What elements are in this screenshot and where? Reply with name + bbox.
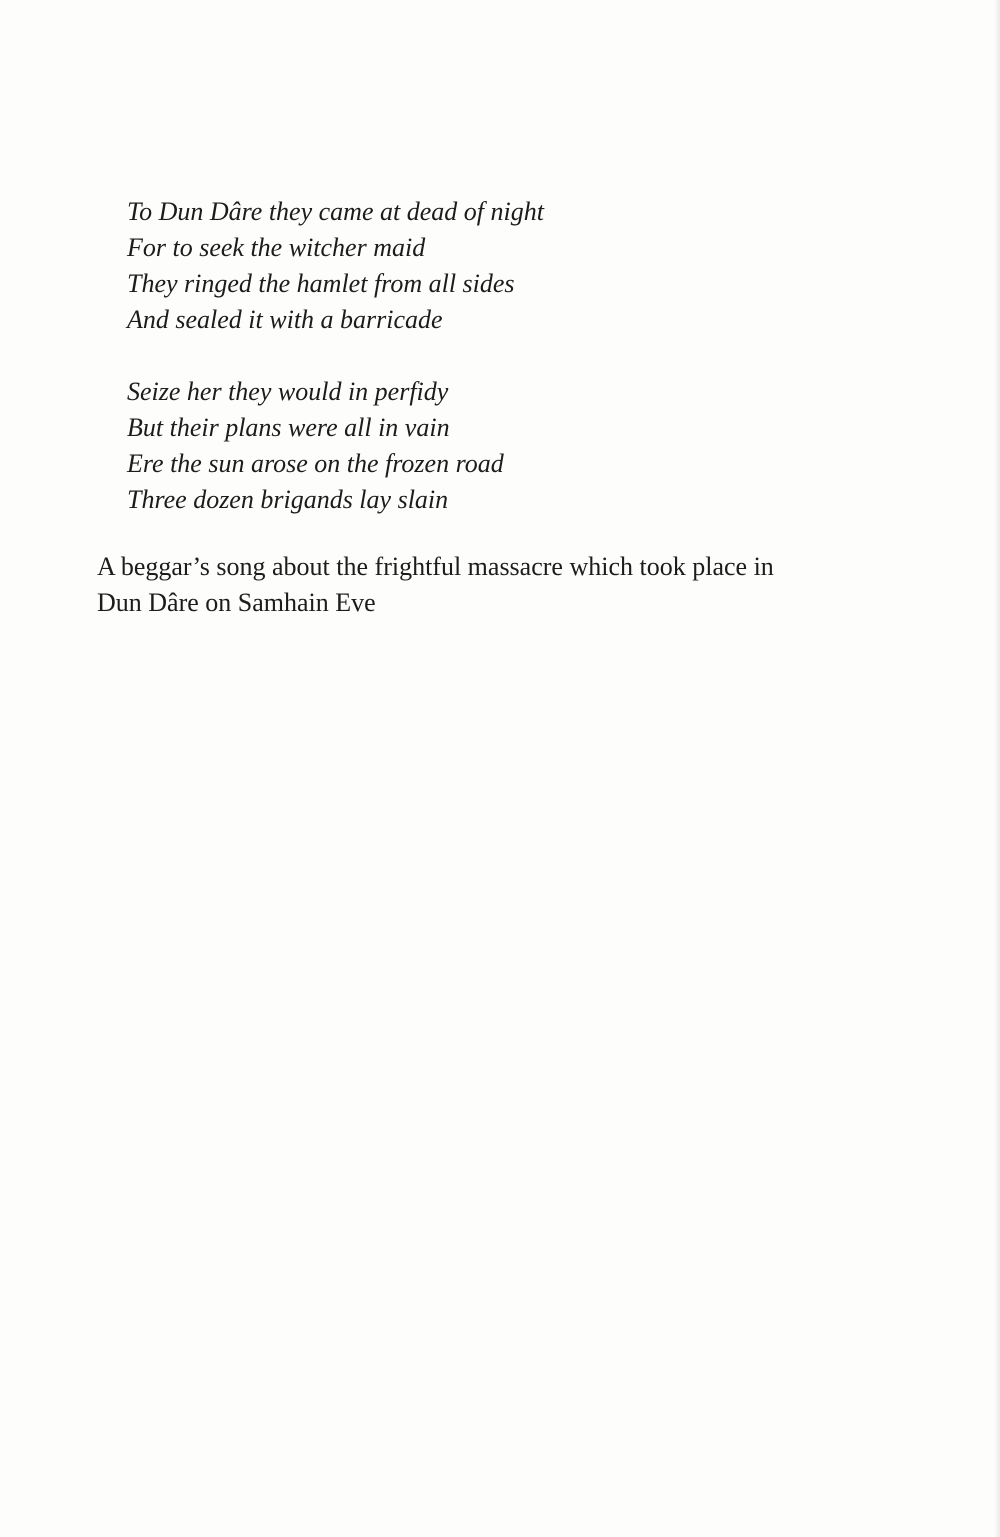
epigraph-poem: [127, 194, 727, 554]
poem-line: To Dun Dâre they came at dead of night: [127, 197, 544, 226]
poem-line: Ere the sun arose on the frozen road: [127, 449, 504, 478]
poem-line: They ringed the hamlet from all sides: [127, 269, 515, 298]
poem-line: And sealed it with a barricade: [127, 305, 443, 334]
poem-line: Three dozen brigands lay slain: [127, 485, 449, 514]
poem-stanza-2: [127, 374, 727, 518]
page-edge-shadow: [994, 0, 1000, 1537]
poem-line: Seize her they would in perfidy: [127, 377, 449, 406]
attribution-line-1: A beggar’s song about the frightful massacre which took place in: [97, 552, 774, 581]
epigraph-attribution: [97, 549, 897, 621]
poem-line: But their plans were all in vain: [127, 413, 450, 442]
poem-line: For to seek the witcher maid: [127, 233, 426, 262]
poem-stanza-1: [127, 194, 727, 338]
attribution-line-2: Dun Dâre on Samhain Eve: [97, 588, 376, 617]
